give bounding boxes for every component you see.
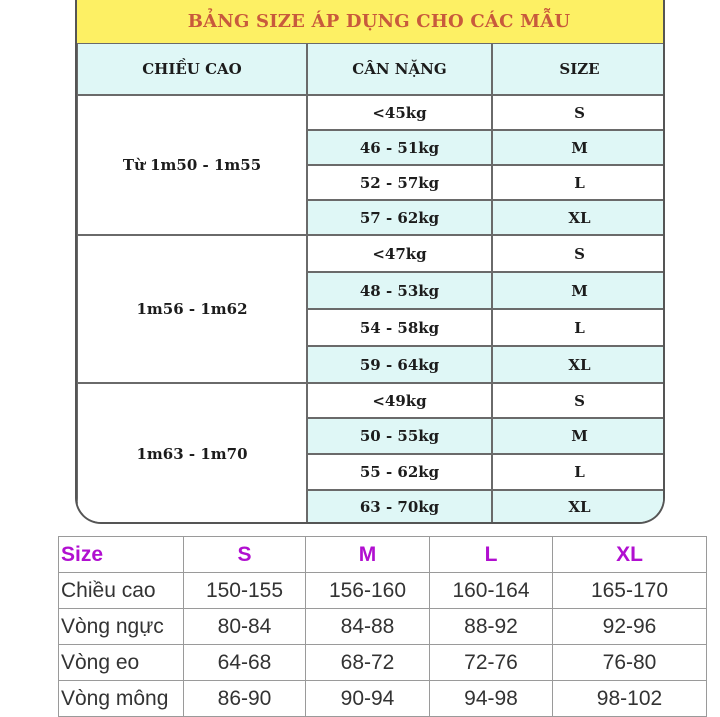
weight-cell: 54 - 58kg — [307, 309, 492, 346]
weight-cell: 63 - 70kg — [307, 490, 492, 524]
weight-cell: 55 - 62kg — [307, 454, 492, 490]
row-label: Chiều cao — [59, 573, 184, 609]
chart-title: BẢNG SIZE ÁP DỤNG CHO CÁC MẪU — [187, 11, 571, 32]
table-cell: 92-96 — [553, 609, 707, 645]
size-cell: S — [492, 95, 665, 130]
table-cell: 72-76 — [430, 645, 553, 681]
size-cell: M — [492, 130, 665, 165]
header-cell: L — [430, 537, 553, 573]
table-row — [59, 609, 707, 645]
header-cell: S — [184, 537, 306, 573]
size-cell: L — [492, 309, 665, 346]
size-cell: L — [492, 165, 665, 200]
size-cell: XL — [492, 200, 665, 235]
table-cell: 94-98 — [430, 681, 553, 717]
weight-cell: <47kg — [307, 235, 492, 272]
size-cell: M — [492, 418, 665, 454]
height-group-2: 1m56 - 1m62 — [77, 235, 307, 383]
table-cell: 156-160 — [306, 573, 430, 609]
measurement-table — [58, 536, 707, 717]
table-cell: 68-72 — [306, 645, 430, 681]
row-label: Vòng eo — [59, 645, 184, 681]
table-row — [59, 681, 707, 717]
header-size: SIZE — [492, 43, 665, 95]
header-cell: M — [306, 537, 430, 573]
table-cell: 150-155 — [184, 573, 306, 609]
table-cell: 76-80 — [553, 645, 707, 681]
header-height: CHIỀU CAO — [77, 43, 307, 95]
size-cell: XL — [492, 490, 665, 524]
header-cell: XL — [553, 537, 707, 573]
weight-cell: 57 - 62kg — [307, 200, 492, 235]
size-cell: M — [492, 272, 665, 309]
weight-cell: <49kg — [307, 383, 492, 418]
header-cell: Size — [59, 537, 184, 573]
size-cell: XL — [492, 346, 665, 383]
table-row — [59, 573, 707, 609]
header-weight: CÂN NẶNG — [307, 43, 492, 95]
row-label: Vòng ngực — [59, 609, 184, 645]
weight-cell: 59 - 64kg — [307, 346, 492, 383]
table-row — [59, 645, 707, 681]
table-cell: 98-102 — [553, 681, 707, 717]
size-cell: L — [492, 454, 665, 490]
height-group-3: 1m63 - 1m70 — [77, 383, 307, 524]
table-cell: 160-164 — [430, 573, 553, 609]
table-cell: 86-90 — [184, 681, 306, 717]
weight-cell: <45kg — [307, 95, 492, 130]
weight-cell: 48 - 53kg — [307, 272, 492, 309]
weight-cell: 46 - 51kg — [307, 130, 492, 165]
height-group-1: Từ 1m50 - 1m55 — [77, 95, 307, 235]
table-cell: 165-170 — [553, 573, 707, 609]
size-chart-panel — [75, 0, 665, 524]
weight-cell: 52 - 57kg — [307, 165, 492, 200]
table-cell: 64-68 — [184, 645, 306, 681]
table-cell: 80-84 — [184, 609, 306, 645]
table-cell: 88-92 — [430, 609, 553, 645]
table-cell: 84-88 — [306, 609, 430, 645]
title-bar — [77, 0, 663, 44]
size-cell: S — [492, 235, 665, 272]
row-label: Vòng mông — [59, 681, 184, 717]
size-cell: S — [492, 383, 665, 418]
table-cell: 90-94 — [306, 681, 430, 717]
table-header-row — [59, 537, 707, 573]
weight-cell: 50 - 55kg — [307, 418, 492, 454]
